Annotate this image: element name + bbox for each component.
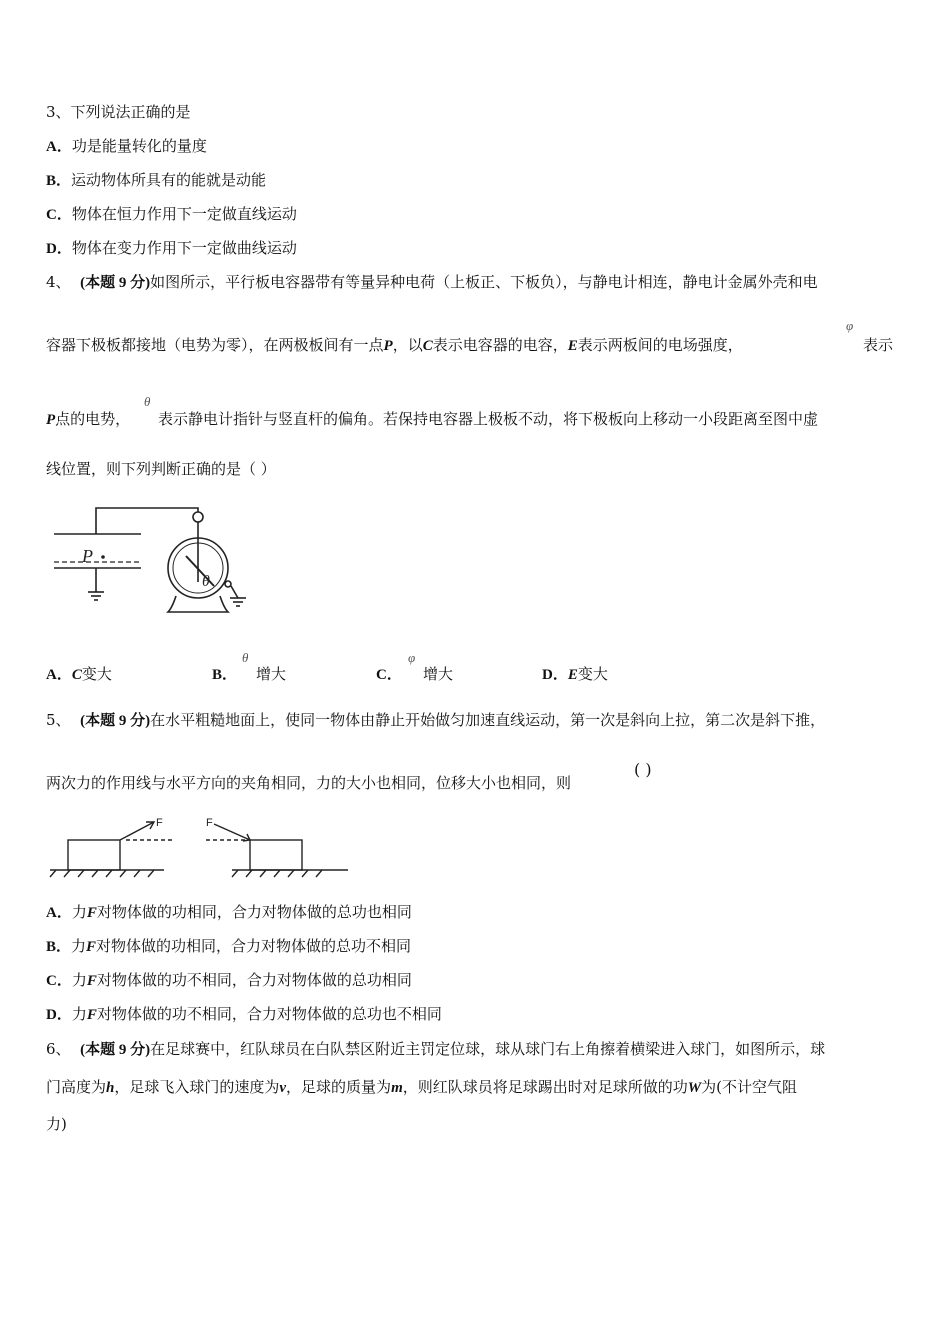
- point-p-dot: [101, 555, 105, 559]
- q3-option-a: [46, 136, 207, 157]
- block-left: [68, 840, 120, 870]
- option-text: 功是能量转化的量度: [71, 137, 207, 155]
- q4-option-c: [376, 664, 402, 685]
- force-label-left: F: [156, 817, 163, 829]
- block-right: [250, 840, 302, 870]
- q4-line-3: [46, 409, 130, 430]
- var-h: h: [106, 1080, 115, 1096]
- option-var: F: [86, 973, 97, 989]
- option-label: C．: [46, 973, 72, 989]
- option-text: 变大: [577, 665, 608, 683]
- text: 点的电势，: [55, 410, 131, 428]
- text: ，足球飞入球门的速度为: [114, 1078, 280, 1096]
- question-number: 6、: [46, 1040, 71, 1058]
- option-var: C: [71, 667, 82, 683]
- option-pre: 力: [71, 937, 87, 955]
- electroscope-knob: [193, 512, 203, 522]
- q5-option-c: [46, 970, 412, 991]
- q5-line-2: 两次力的作用线与水平方向的夹角相同，力的大小也相同，位移大小也相同，则: [46, 774, 572, 792]
- var-e: E: [567, 338, 578, 354]
- option-label: B．: [212, 667, 238, 683]
- text: 为(不计空气阻: [701, 1078, 797, 1096]
- option-text: 对物体做的功相同，合力对物体做的总功不相同: [96, 937, 412, 955]
- q4-line-3-cont: 表示静电计指针与竖直杆的偏角。若保持电容器上极板不动，将下极板向上移动一小段距离至图中虚: [158, 410, 819, 428]
- text: 如图所示，平行板电容器带有等量异种电荷（上板正、下板负），与静电计相连，静电计金属外壳和电: [150, 273, 818, 291]
- option-text: 对物体做的功不相同，合力对物体做的总功相同: [96, 971, 412, 989]
- text: ，以: [392, 336, 423, 354]
- text: 表示两板间的电场强度，: [577, 336, 743, 354]
- score-note: (本题 9 分): [80, 1042, 151, 1058]
- option-pre: 力: [71, 971, 87, 989]
- connecting-wire: [96, 508, 198, 534]
- text: ，足球的质量为: [286, 1078, 392, 1096]
- figure-label-p: P: [82, 546, 93, 566]
- theta-symbol: θ: [144, 394, 151, 409]
- q4-option-b: [212, 664, 237, 685]
- figure-label-theta: θ: [202, 573, 210, 590]
- option-text: 对物体做的功相同，合力对物体做的总功也相同: [96, 903, 412, 921]
- q4-line-2: [46, 335, 743, 356]
- text: 在水平粗糙地面上，使同一物体由静止开始做匀加速直线运动，第一次是斜向上拉，第二次是斜下推，: [150, 711, 826, 729]
- q3-option-c: [46, 204, 297, 225]
- var-p: P: [383, 338, 393, 354]
- option-var: F: [86, 905, 97, 921]
- phi-symbol: φ: [846, 318, 854, 333]
- option-label: B．: [46, 173, 72, 189]
- question-number: 5、: [46, 711, 71, 729]
- q4-option-a: [46, 664, 112, 685]
- text: 在足球赛中，红队球员在白队禁区附近主罚定位球，球从球门右上角擦着横梁进入球门，如图所示，球: [150, 1040, 826, 1058]
- var-v: v: [279, 1080, 287, 1096]
- option-label: D．: [542, 667, 568, 683]
- q3-option-d: [46, 238, 297, 259]
- q5-line-1: [46, 710, 825, 731]
- force-label-right: F: [206, 817, 213, 829]
- q5-option-a: [46, 902, 412, 923]
- option-label: C．: [376, 667, 402, 683]
- push-force-arrow: [214, 824, 250, 840]
- q6-line-2: [46, 1077, 797, 1098]
- option-label: C．: [46, 207, 72, 223]
- option-text: 变大: [81, 665, 112, 683]
- option-c-phi-symbol: φ: [408, 650, 416, 665]
- text: ，则红队球员将足球踢出时对足球所做的功: [402, 1078, 688, 1096]
- option-label: B．: [46, 939, 72, 955]
- option-label: D．: [46, 1007, 72, 1023]
- option-label: A．: [46, 905, 72, 921]
- option-label: A．: [46, 139, 72, 155]
- q5-option-b: [46, 936, 411, 957]
- var-p: P: [46, 412, 56, 428]
- option-text: 物体在变力作用下一定做曲线运动: [71, 239, 297, 257]
- option-b-theta-symbol: θ: [242, 650, 249, 665]
- answer-paren: ( ): [634, 760, 652, 779]
- q3-stem: 3、下列说法正确的是: [46, 103, 191, 121]
- option-pre: 力: [71, 903, 87, 921]
- pull-push-figure: [46, 814, 356, 882]
- text: 表示电容器的电容，: [432, 336, 568, 354]
- q4-line-1: [46, 272, 818, 293]
- option-var: F: [86, 1007, 97, 1023]
- text: 门高度为: [46, 1078, 107, 1096]
- option-var: F: [86, 939, 97, 955]
- score-note: (本题 9 分): [80, 275, 151, 291]
- q4-line-2-end: 表示: [863, 336, 894, 354]
- q4-option-b-text: 增大: [256, 665, 287, 683]
- q6-line-3: 力): [46, 1115, 67, 1133]
- option-label: D．: [46, 241, 72, 257]
- var-m: m: [391, 1080, 403, 1096]
- q5-option-d: [46, 1004, 442, 1025]
- option-text: 对物体做的功不相同，合力对物体做的总功也不相同: [96, 1005, 442, 1023]
- q6-line-1: [46, 1039, 825, 1060]
- q4-line-4: 线位置，则下列判断正确的是（ ）: [46, 460, 276, 478]
- text: 容器下极板都接地（电势为零），在两极板间有一点: [46, 336, 384, 354]
- question-number: 4、: [46, 273, 71, 291]
- score-note: (本题 9 分): [80, 713, 151, 729]
- q4-option-d: [542, 664, 608, 685]
- option-label: A．: [46, 667, 72, 683]
- option-var: E: [567, 667, 578, 683]
- var-w: W: [687, 1080, 702, 1096]
- q4-option-c-text: 增大: [423, 665, 454, 683]
- option-text: 运动物体所具有的能就是动能: [71, 171, 267, 189]
- pull-force-arrow: [120, 822, 154, 840]
- option-pre: 力: [71, 1005, 87, 1023]
- var-c: C: [422, 338, 433, 354]
- option-text: 物体在恒力作用下一定做直线运动: [71, 205, 297, 223]
- q3-option-b: [46, 170, 266, 191]
- capacitor-electroscope-figure: [46, 500, 266, 625]
